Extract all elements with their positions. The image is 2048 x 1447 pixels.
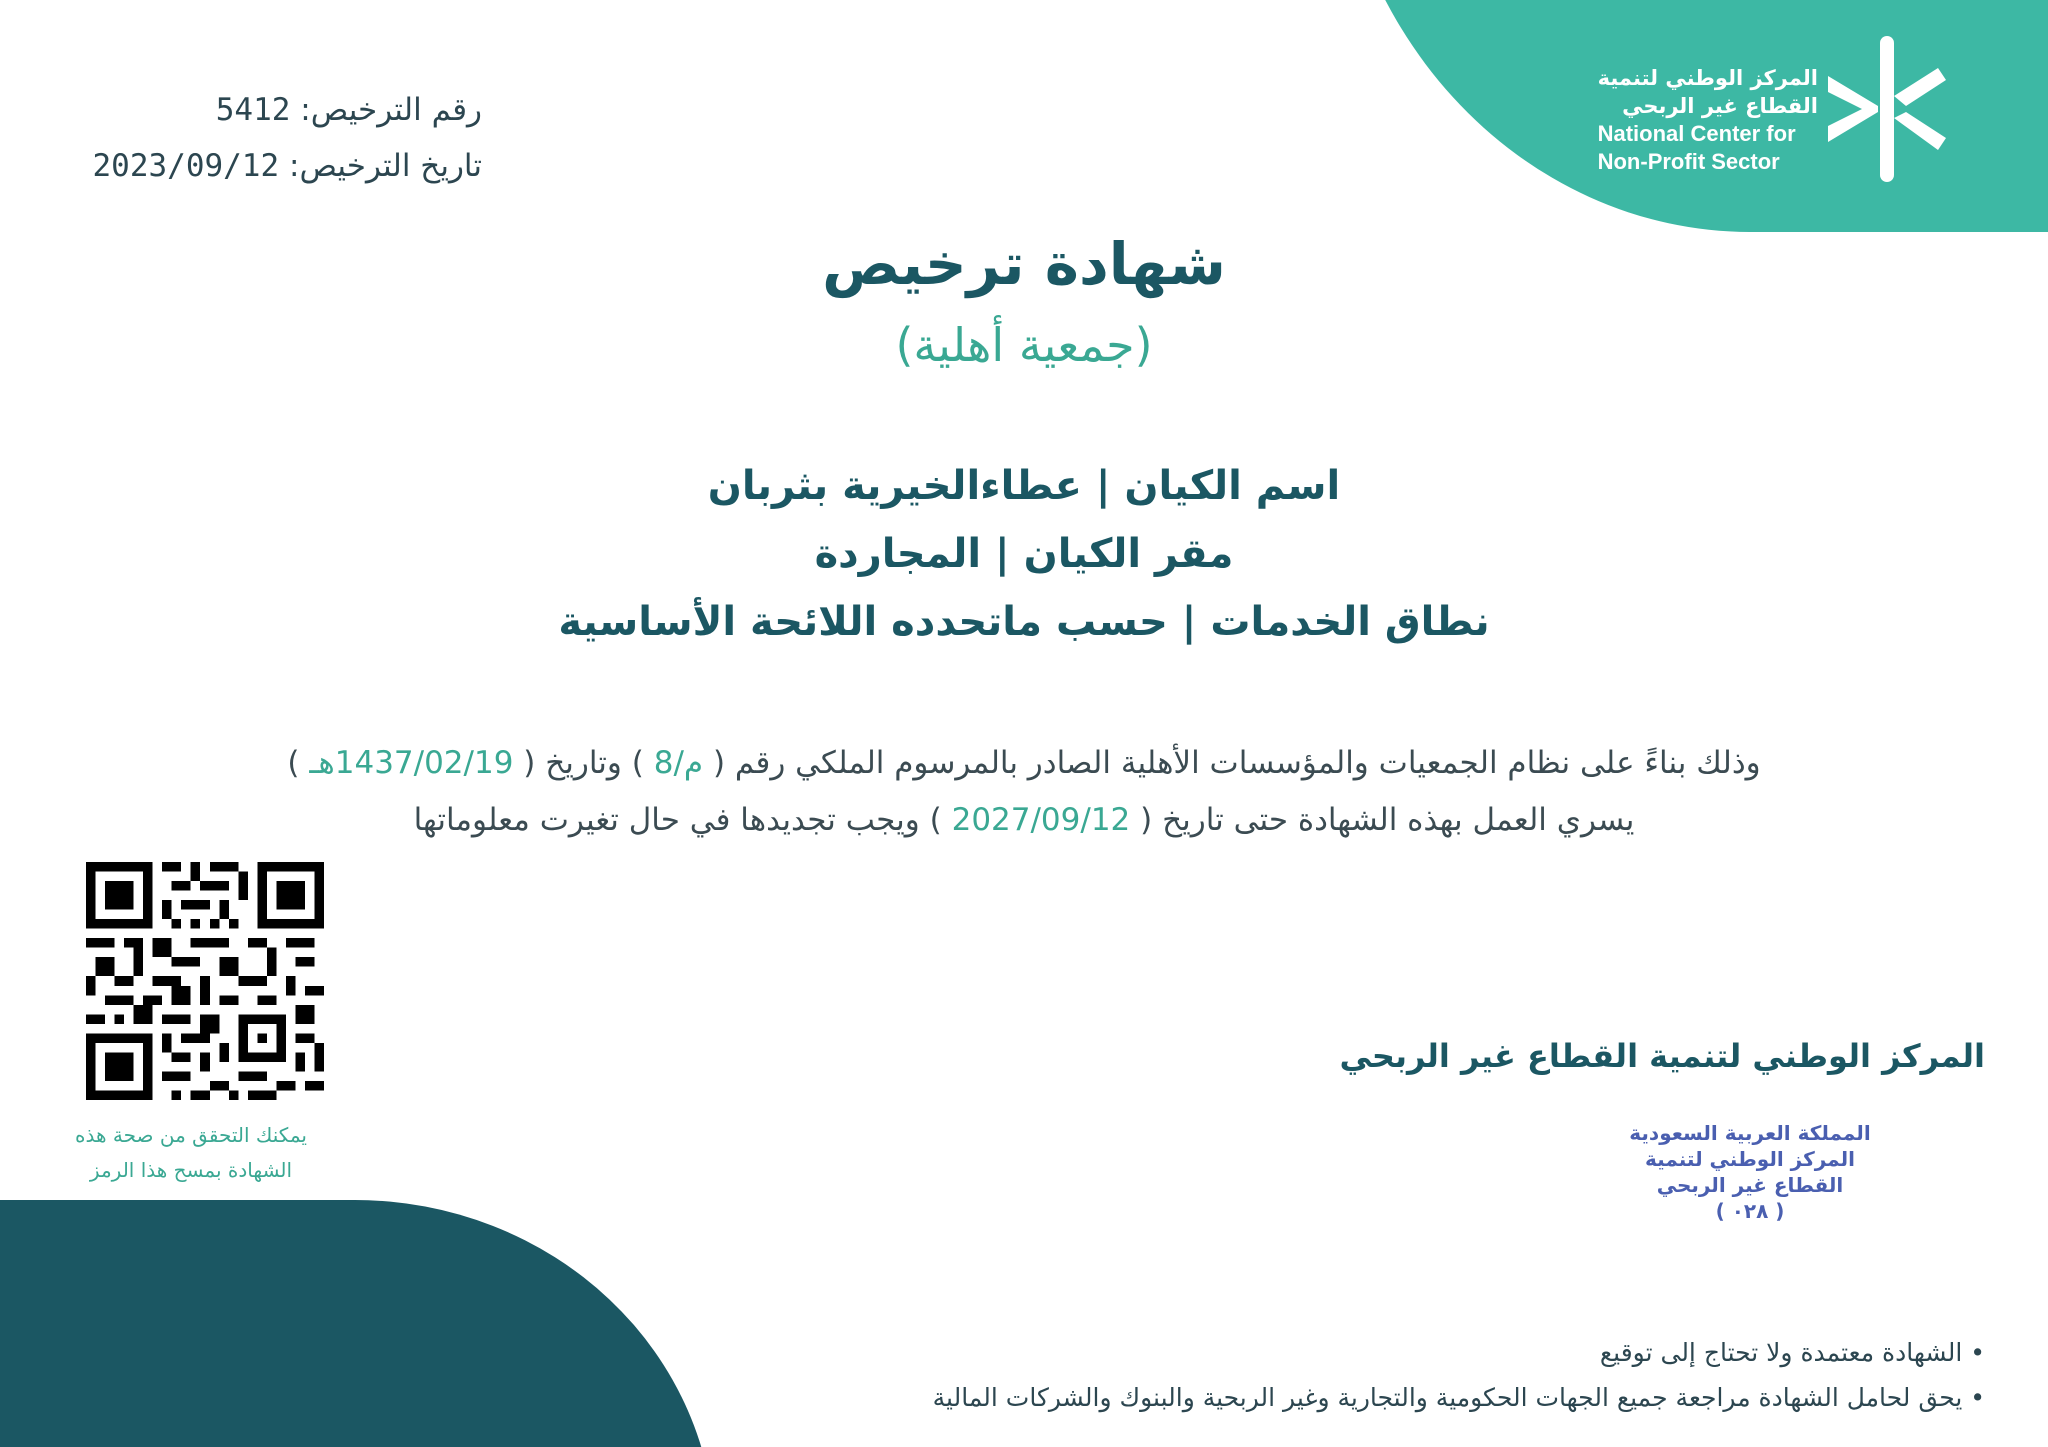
certificate-subtitle: (جمعية أهلية) [895, 318, 1153, 372]
license-info [70, 82, 482, 194]
entity-hq-row: مقر الكيان | المجاردة [814, 531, 1234, 577]
org-name-ar-line1: المركز الوطني لتنمية [1597, 66, 1818, 90]
license-number: 5412 [215, 92, 291, 128]
official-stamp [1600, 1120, 1900, 1224]
license-date-row [70, 138, 482, 194]
org-name-ar-line2: القطاع غير الربحي [1622, 94, 1818, 118]
basis-text-c: ) [287, 745, 300, 781]
qr-caption [50, 1118, 332, 1188]
certificate-title: شهادة ترخيص [822, 230, 1226, 298]
valid-until-date: 2027/09/12 [951, 802, 1131, 838]
basis-text-b: ) وتاريخ ( [523, 745, 644, 781]
org-logo-mark-icon [1828, 34, 1948, 184]
stamp-line4: ( ٠٢٨ ) [1715, 1199, 1785, 1223]
stamp-line1: المملكة العربية السعودية [1629, 1121, 1871, 1145]
decree-number: م/8 [653, 745, 704, 781]
note-item: • الشهادة معتمدة ولا تحتاج إلى توقيع [1599, 1338, 1985, 1367]
decree-date: 1437/02/19هـ [309, 745, 514, 781]
note-item: • يحق لحامل الشهادة مراجعة جميع الجهات الحكومية والتجارية وغير الربحية والبنوك والشركات المالية [932, 1383, 1985, 1412]
entity-details [0, 452, 2048, 656]
legal-basis-line2 [0, 792, 2048, 849]
stamp-line2: المركز الوطني لتنمية [1645, 1147, 1855, 1171]
basis-text-a: وذلك بناءً على نظام الجمعيات والمؤسسات الأهلية الصادر بالمرسوم الملكي رقم ( [712, 745, 1761, 781]
validity-text-a: يسري العمل بهذه الشهادة حتى تاريخ ( [1140, 802, 1635, 838]
license-number-row [70, 82, 482, 138]
license-date: 2023/09/12 [92, 148, 280, 184]
entity-name-row: اسم الكيان | عطاءالخيرية بثربان [707, 463, 1341, 509]
legal-basis-line1 [0, 735, 2048, 792]
entity-scope-row: نطاق الخدمات | حسب ماتحدده اللائحة الأساسية [558, 599, 1490, 645]
org-logo [1528, 34, 1948, 184]
bottom-left-decoration [0, 1200, 715, 1447]
org-logo-text [1598, 64, 1818, 176]
qr-caption-line2: الشهادة بمسح هذا الرمز [89, 1158, 293, 1182]
certificate-notes [933, 1330, 1985, 1420]
license-date-label: تاريخ الترخيص: [289, 148, 482, 184]
qr-caption-line1: يمكنك التحقق من صحة هذه [75, 1123, 307, 1147]
issuer-name: المركز الوطني لتنمية القطاع غير الربحي [1339, 1037, 1985, 1075]
validity-text-b: ) ويجب تجديدها في حال تغيرت معلوماتها [413, 802, 942, 838]
org-name-en-line1: National Center for [1597, 121, 1796, 146]
verification-qr-code[interactable] [86, 862, 324, 1100]
legal-basis [0, 735, 2048, 849]
license-number-label: رقم الترخيص: [300, 92, 482, 128]
org-name-en-line2: Non-Profit Sector [1597, 149, 1780, 174]
stamp-line3: القطاع غير الربحي [1656, 1173, 1844, 1197]
